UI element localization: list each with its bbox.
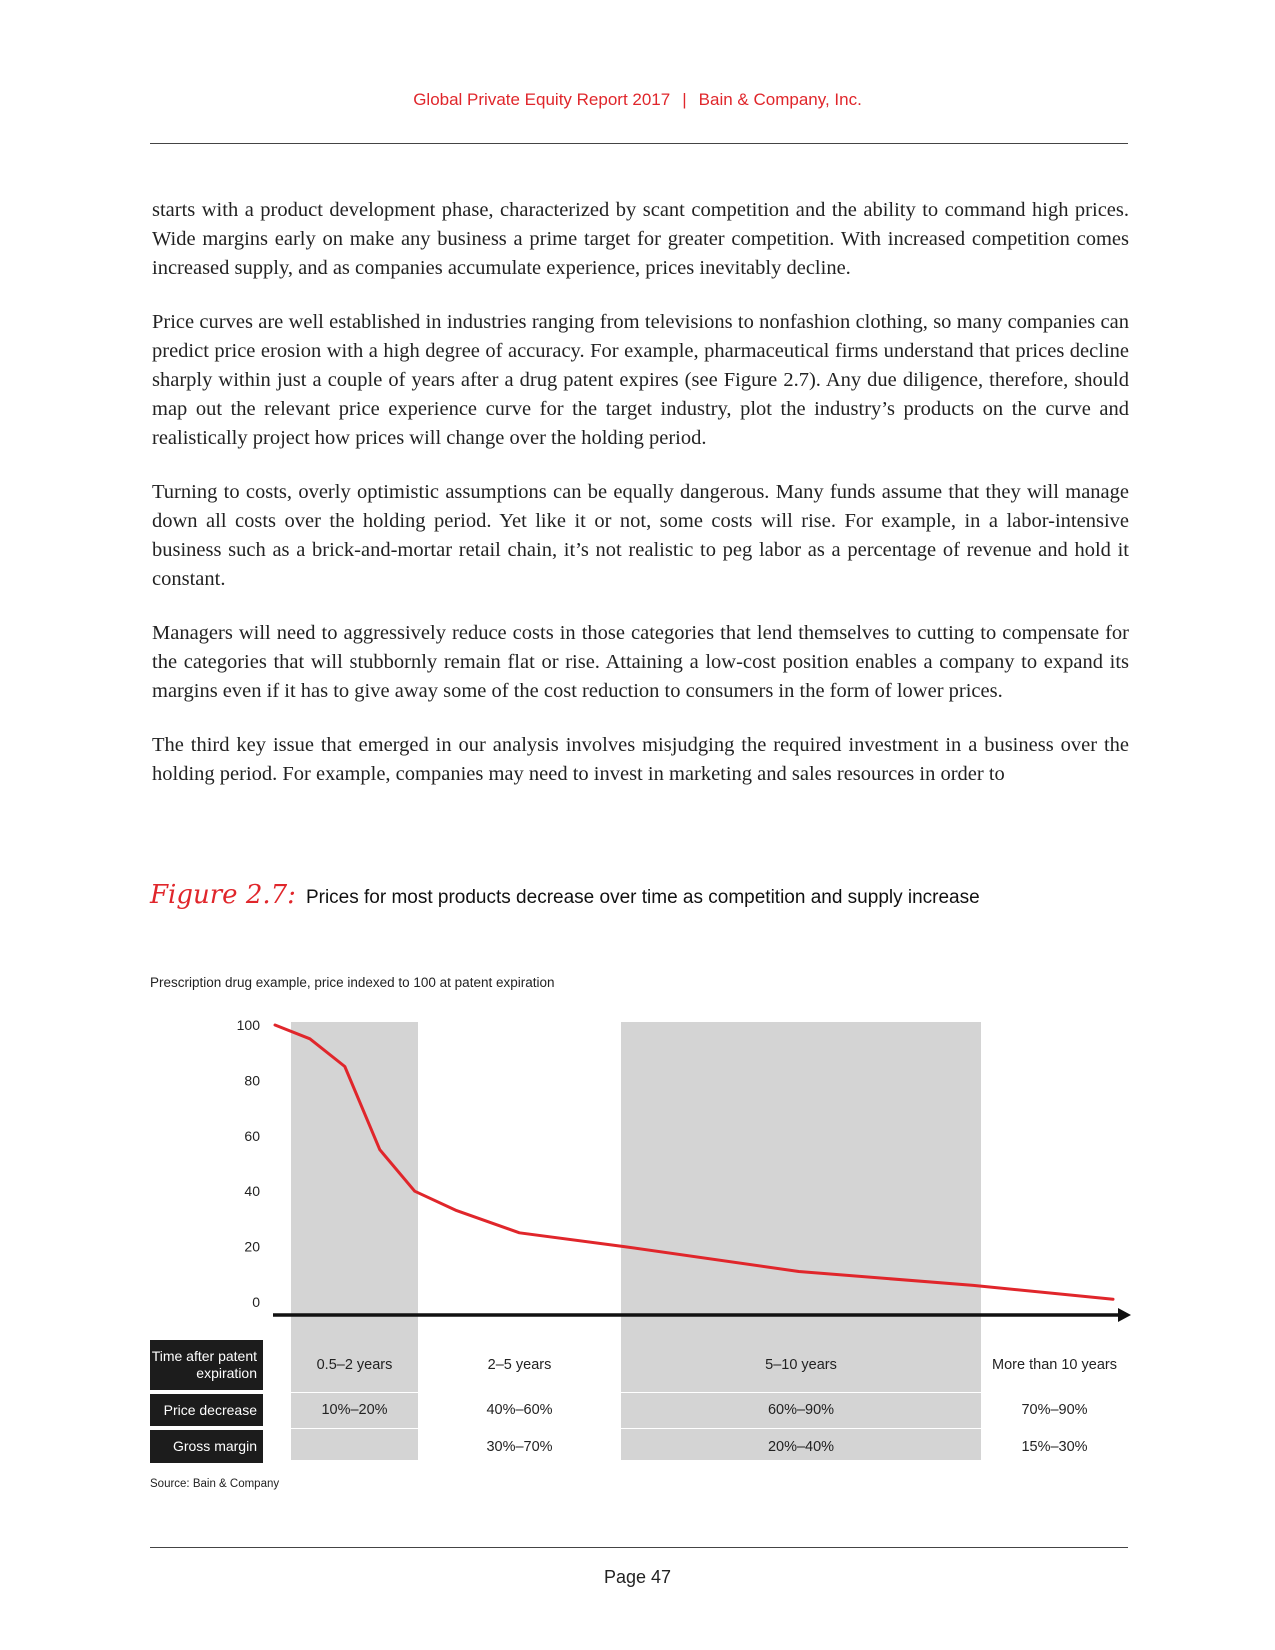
y-tick-label: 0 xyxy=(252,1294,260,1310)
paragraph: The third key issue that emerged in our analysis involves misjudging the required investment in a business over the holding period. For example, companies may need to invest in marketing and sales resources in order to xyxy=(152,734,1129,785)
figure-label: Figure 2.7: xyxy=(150,880,296,910)
row-divider xyxy=(621,1392,981,1393)
phase-price-decrease: 40%–60% xyxy=(486,1402,553,1418)
chart-subtitle: Prescription drug example, price indexed to 100 at patent expiration xyxy=(150,975,555,990)
footer-rule xyxy=(150,1547,1128,1548)
phase-price-decrease: 70%–90% xyxy=(1021,1402,1088,1418)
row-header-price: Price decrease xyxy=(150,1394,263,1426)
paragraph: Managers will need to aggressively reduce costs in those categories that lend themselves to cutting to compensate for the categories that will stubbornly remain flat or rise. Attaining a low-cost position enables a company to expand its margins even if it has to give away some of the cost reduction to consumers in the form of lower prices. xyxy=(152,622,1129,702)
page-number: Page 47 xyxy=(603,1567,672,1587)
phase-time-label: 2–5 years xyxy=(487,1357,552,1373)
phase-time-label: 0.5–2 years xyxy=(316,1357,393,1373)
phase-price-decrease: 10%–20% xyxy=(321,1402,388,1418)
y-tick-label: 60 xyxy=(244,1127,260,1144)
row-divider xyxy=(291,1392,418,1393)
row-divider xyxy=(621,1428,981,1429)
row-header-time: Time after patent expiration xyxy=(150,1340,263,1390)
phase-gross-margin: 15%–30% xyxy=(1021,1438,1088,1455)
row-divider xyxy=(291,1428,418,1429)
x-axis-arrow xyxy=(1118,1308,1131,1322)
phase-gross-margin: 30%–70% xyxy=(486,1438,553,1455)
paragraph: Turning to costs, overly optimistic assumptions can be equally dangerous. Many funds assume that they will manage down all costs over the holding period. Yet like it or not, some costs will rise. For example, in a labor-intensive business such as a brick-and-mortar retail chain, it’s not realistic to peg labor as a percentage of revenue and hold it constant. xyxy=(152,481,1129,590)
phase-time-label: 5–10 years xyxy=(765,1357,837,1373)
paragraph: starts with a product development phase, characterized by scant competition and the ability to command high prices. Wide margins early on make any business a prime target for greater competition. With increased competition comes increased supply, and as companies accumulate experience, prices inevitably decline. xyxy=(152,199,1129,279)
y-tick-label: 20 xyxy=(244,1238,260,1255)
phase-price-decrease: 60%–90% xyxy=(767,1402,835,1418)
paragraph: Price curves are well established in industries ranging from televisions to nonfashion clothing, so many companies can predict price erosion with a high degree of accuracy. For example, pharmaceutical firms understand that prices decline sharply within just a couple of years after a drug patent expires (see Figure 2.7). Any due diligence, therefore, should map out the relevant price experience curve for the target industry, plot the industry’s products on the curve and realistically project how prices will change over the holding period. xyxy=(152,311,1129,449)
company-name: Bain & Company, Inc. xyxy=(698,90,862,109)
row-header-margin: Gross margin xyxy=(150,1430,263,1463)
report-title: Global Private Equity Report 2017 xyxy=(413,90,671,109)
figure-caption: Prices for most products decrease over time as competition and supply increase xyxy=(305,887,980,908)
header-separator: | xyxy=(682,90,687,109)
source-note: Source: Bain & Company xyxy=(150,1478,280,1490)
phase-gross-margin: 20%–40% xyxy=(767,1438,835,1455)
y-tick-label: 100 xyxy=(236,1017,260,1033)
y-tick-label: 40 xyxy=(244,1183,260,1200)
phase-time-label: More than 10 years xyxy=(992,1357,1117,1373)
y-tick-label: 80 xyxy=(244,1072,260,1089)
